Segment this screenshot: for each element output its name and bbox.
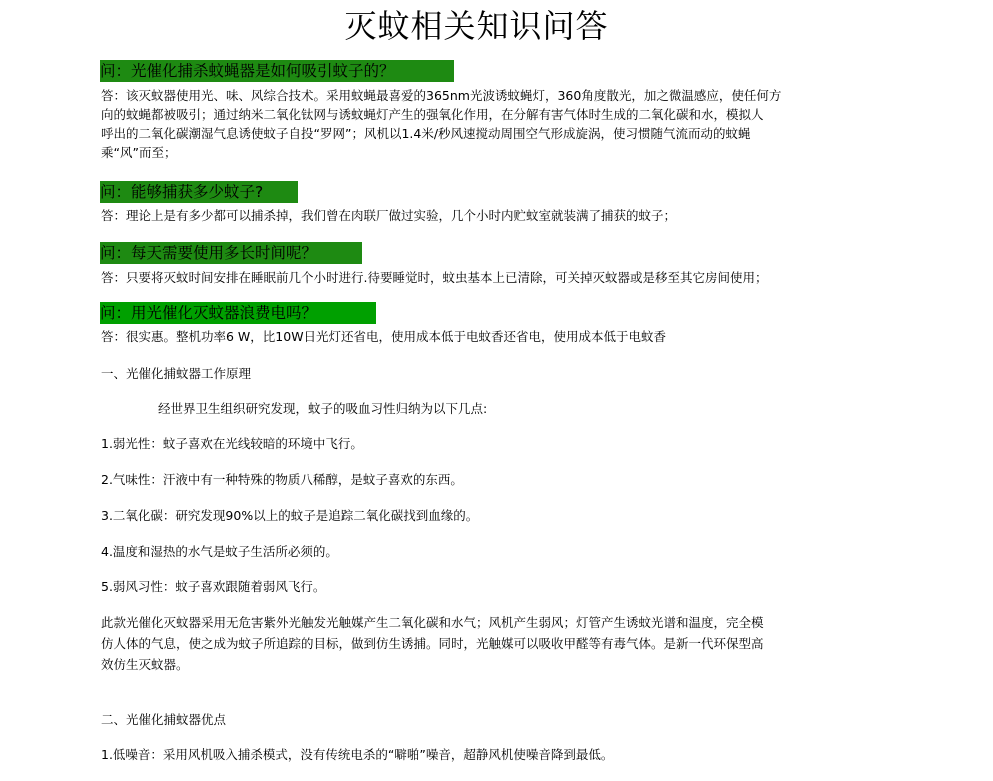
- summary-line-3: 效仿生灭蚊器。: [101, 657, 189, 672]
- habit-point-3: 3.二氧化碳：研究发现90%以上的蚊子是追踪二氧化碳找到血缘的。: [101, 508, 479, 523]
- answer-4: 答：很实惠。整机功率6 W，比10W日光灯还省电，使用成本低于电蚊香还省电，使用成本低于电蚊香: [101, 329, 667, 344]
- answer-2: 答：理论上是有多少都可以捕杀掉，我们曾在肉联厂做过实验，几个小时内贮蚊室就装满了捕获的蚊子；: [101, 208, 677, 223]
- habit-point-2: 2.气味性：汗液中有一种特殊的物质八稀醇，是蚊子喜欢的东西。: [101, 472, 463, 487]
- habit-point-1: 1.弱光性：蚊子喜欢在光线较暗的环境中飞行。: [101, 436, 363, 451]
- section-1-heading: 一、光催化捕蚊器工作原理: [101, 366, 252, 381]
- question-2-highlight: 问：能够捕获多少蚊子?: [100, 181, 298, 203]
- answer-1-line-4: 乘“风”而至；: [101, 145, 177, 160]
- question-1-highlight: 问：光催化捕杀蚊蝇器是如何吸引蚊子的？: [100, 60, 454, 82]
- habit-point-4: 4.温度和湿热的水气是蚊子生活所必须的。: [101, 544, 338, 559]
- question-4-highlight: 问：用光催化灭蚊器浪费电吗？: [100, 302, 376, 324]
- summary-line-1: 此款光催化灭蚊器采用无危害紫外光触发光触媒产生二氧化碳和水气；风机产生弱风；灯管产生诱蚊光谱和温度，完全模: [101, 615, 764, 630]
- answer-1-line-2: 向的蚊蝇都被吸引；通过纳米二氧化钛网与诱蚊蝇灯产生的强氧化作用，在分解有害气体时生成的二氧化碳和水，模拟人: [101, 107, 764, 122]
- summary-line-2: 仿人体的气息，使之成为蚊子所追踪的目标，做到仿生诱捕。同时，光触媒可以吸收甲醛等有毒气体。是新一代环保型高: [101, 636, 764, 651]
- answer-1-line-1: 答：该灭蚊器使用光、味、风综合技术。采用蚊蝇最喜爱的365nm光波诱蚊蝇灯，360角度散光，加之微温感应，使任何方: [101, 88, 782, 103]
- section-1-intro: 经世界卫生组织研究发现，蚊子的吸血习性归纳为以下几点:: [158, 401, 488, 416]
- page-title: 灭蚊相关知识问答: [344, 7, 609, 45]
- section-2-heading: 二、光催化捕蚊器优点: [101, 712, 227, 727]
- advantage-point-1: 1.低噪音：采用风机吸入捕杀模式，没有传统电杀的“噼啪”噪音，超静风机使噪音降到最低。: [101, 747, 614, 762]
- answer-3: 答：只要将灭蚊时间安排在睡眠前几个小时进行.待要睡觉时，蚊虫基本上已清除，可关掉灭蚊器或是移至其它房间使用；: [101, 270, 768, 285]
- habit-point-5: 5.弱风习性：蚊子喜欢跟随着弱风飞行。: [101, 579, 326, 594]
- answer-1-line-3: 呼出的二氧化碳潮湿气息诱使蚊子自投“罗网”；风机以1.4米/秒风速搅动周围空气形成旋涡，使习惯随气流而动的蚊蝇: [101, 126, 751, 141]
- question-3-highlight: 问：每天需要使用多长时间呢？: [100, 242, 362, 264]
